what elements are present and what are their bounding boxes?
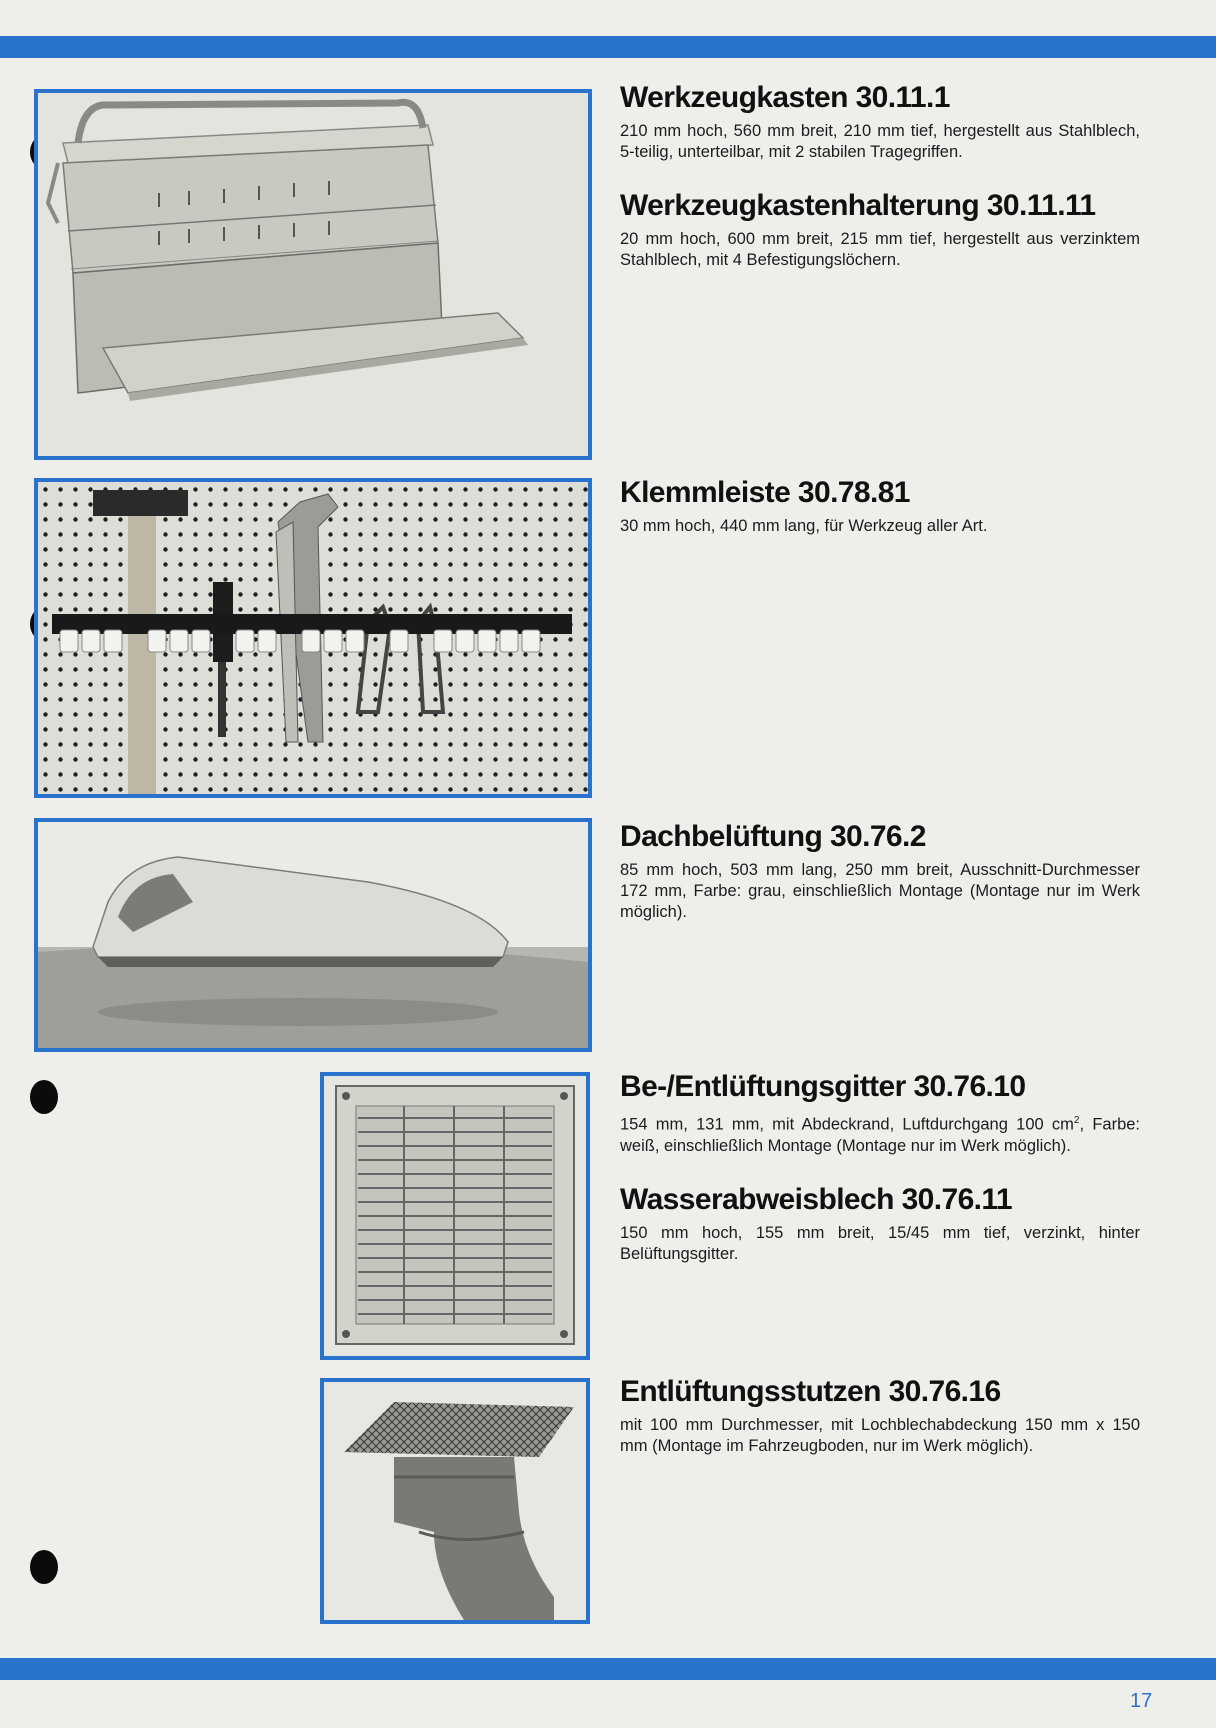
product-code: 30.76.2 <box>829 820 926 853</box>
product-title <box>620 476 1140 510</box>
clamp-strip-photo <box>34 478 592 798</box>
product-title <box>620 1070 1140 1104</box>
product-klemmleiste <box>620 476 1140 537</box>
product-code: 30.76.10 <box>913 1070 1026 1103</box>
product-name: Klemmleiste <box>620 476 791 509</box>
product-beentlueftungsgitter <box>620 1070 1140 1157</box>
product-werkzeugkasten <box>620 81 1140 163</box>
product-code: 30.11.1 <box>855 81 950 114</box>
product-description: 20 mm hoch, 600 mm breit, 215 mm tief, hergestellt aus verzinktem Stahlblech, mit 4 Befestigungslöchern. <box>620 230 1140 269</box>
product-name: Werkzeugkasten <box>620 81 848 114</box>
page-number: 17 <box>1130 1690 1153 1712</box>
product-code: 30.78.81 <box>797 476 910 509</box>
product-title <box>620 820 1140 854</box>
product-description: 85 mm hoch, 503 mm lang, 250 mm breit, Ausschnitt-Durchmesser 172 mm, Farbe: grau, einschließlich Montage (Montage nur im Werk möglich). <box>620 861 1140 921</box>
product-name: Be-/Entlüftungsgitter <box>620 1070 906 1103</box>
product-title <box>620 189 1140 223</box>
product-name: Dachbelüftung <box>620 820 823 853</box>
product-description: 210 mm hoch, 560 mm breit, 210 mm tief, hergestellt aus Stahlblech, 5-teilig, unterteilbar, mit 2 stabilen Tragegriffen. <box>620 122 1140 161</box>
punch-hole <box>30 1550 58 1584</box>
product-entlueftungsstutzen <box>620 1375 1140 1457</box>
product-name: Entlüftungsstutzen <box>620 1375 881 1408</box>
product-description: 150 mm hoch, 155 mm breit, 15/45 mm tief, verzinkt, hinter Belüftungsgitter. <box>620 1224 1140 1263</box>
top-blue-band <box>0 36 1216 58</box>
product-werkzeugkastenhalterung <box>620 189 1140 271</box>
product-dachbelueftung <box>620 820 1140 923</box>
roof-vent-photo <box>34 818 592 1052</box>
product-code: 30.76.11 <box>901 1183 1012 1216</box>
product-description: 30 mm hoch, 440 mm lang, für Werkzeug aller Art. <box>620 517 988 535</box>
toolbox-photo <box>34 89 592 460</box>
product-description: mit 100 mm Durchmesser, mit Lochblechabdeckung 150 mm x 150 mm (Montage im Fahrzeugboden, nur im Werk möglich). <box>620 1416 1140 1455</box>
product-title <box>620 1183 1140 1217</box>
product-code: 30.76.16 <box>888 1375 1001 1408</box>
product-wasserabweisblech <box>620 1183 1140 1265</box>
product-name: Werkzeugkastenhalterung <box>620 189 980 222</box>
vent-nozzle-photo <box>320 1378 590 1624</box>
product-title <box>620 81 1140 115</box>
punch-hole <box>30 1080 58 1114</box>
bottom-blue-band <box>0 1658 1216 1680</box>
product-code: 30.11.11 <box>986 189 1096 222</box>
product-description: 154 mm, 131 mm, mit Abdeckrand, Luftdurchgang 100 $cm^2$, Farbe: weiß, einschließlich Montage (Montage nur im Werk möglich). <box>620 1115 1140 1155</box>
product-name: Wasserabweisblech <box>620 1183 894 1216</box>
product-title <box>620 1375 1140 1409</box>
vent-grille-photo <box>320 1072 590 1360</box>
